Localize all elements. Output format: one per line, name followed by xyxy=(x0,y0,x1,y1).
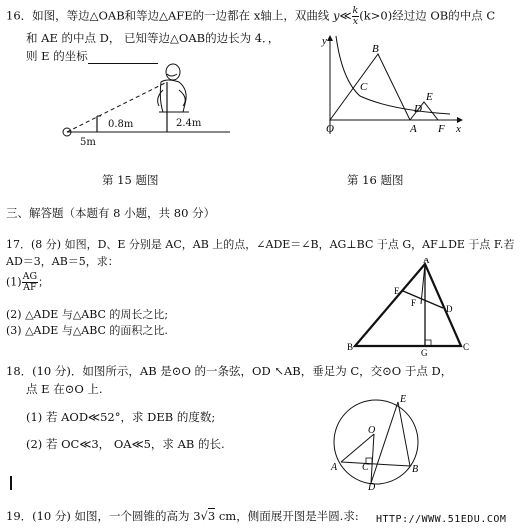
fig18-label-o: O xyxy=(368,425,376,436)
fig17-label-b: B xyxy=(347,342,354,352)
fig15-statue xyxy=(158,64,189,112)
q16-line3-text: 则 E 的坐标 xyxy=(26,49,88,63)
fig18-chord-ab xyxy=(341,462,410,466)
q16-line1 xyxy=(6,6,495,27)
fig16-label-x: x xyxy=(456,123,461,135)
q19-line1 xyxy=(6,508,359,524)
fig16-hyperbola xyxy=(336,36,450,114)
fig18-label-c: C xyxy=(362,462,369,473)
fig18-segment-de xyxy=(371,402,398,483)
q19-line1-post: cm，侧面展开图是半圆.求: xyxy=(215,509,359,523)
fig17-label-f: F xyxy=(411,298,417,308)
figure-18 xyxy=(326,390,426,490)
fig17-label-e: E xyxy=(394,286,400,296)
fig16-label-e: E xyxy=(426,91,433,103)
q17-item2: (2) △ADE 与△ABC 的周长之比; xyxy=(6,308,169,321)
fig18-label-d: D xyxy=(368,482,376,490)
q18-item1: (1) 若 AOD≪52°，求 DEB 的度数; xyxy=(26,410,216,424)
q19-sqrt-value: 3 xyxy=(207,509,216,523)
sqrt-symbol: √ xyxy=(200,509,208,523)
q17-line1: 17．(8 分) 如图，D、E 分别是 AC，AB 上的点，∠ADE＝∠B，AG⊥BC 于点 G，AF⊥DE 于点 F.若 xyxy=(6,238,515,251)
q18-item2: (2) 若 OC≪3， OA≪5，求 AB 的长. xyxy=(26,437,225,451)
q16-formula-y: y xyxy=(332,8,340,23)
q17-item1-den: AF xyxy=(23,282,37,293)
q16-formula-x: x xyxy=(352,16,359,27)
q18-line2: 点 E 在⊙O 上. xyxy=(26,382,103,396)
q16-line2: 和 AE 的中点 D， 已知等边△OAB的边长为 4．， xyxy=(26,31,280,45)
fig17-label-g: G xyxy=(421,348,428,358)
q17-item1-post: ； xyxy=(38,275,50,289)
q17-item1-num: AG xyxy=(22,271,38,282)
q16-formula-cond: (k>0)经过边 OB的中点 C xyxy=(359,8,496,23)
fig17-label-d: D xyxy=(446,304,453,314)
fig18-label-b: B xyxy=(412,464,419,475)
q17-line2: AD＝3，AB＝5，求： xyxy=(6,255,119,268)
fig16-label-b: B xyxy=(372,43,379,55)
fig18-label-a: A xyxy=(331,462,338,473)
q17-item3: (3) △ADE 与△ABC 的面积之比. xyxy=(6,324,168,337)
fig15-label-5m: 5m xyxy=(80,137,96,148)
fig16-label-y: y xyxy=(322,35,327,47)
q16-line1-text: 16．如图，等边△OAB和等边△AFE的一边都在 x轴上，双曲线 xyxy=(6,8,330,23)
q17-item1-fraction xyxy=(22,272,38,293)
fig18-label-e: E xyxy=(400,394,407,405)
fig17-label-c: C xyxy=(463,342,470,352)
q17-item1 xyxy=(6,272,49,293)
watermark: HTTP://WWW.51EDU.COM xyxy=(376,514,507,525)
fig16-label-c: C xyxy=(360,81,368,93)
fig18-segment-eb xyxy=(398,402,410,466)
fig16-label-a: A xyxy=(410,123,417,135)
figure-17 xyxy=(345,258,470,358)
fig16-label-f: F xyxy=(438,123,445,135)
fig15-label-08m: 0.8m xyxy=(108,119,134,130)
figure-16 xyxy=(300,30,470,140)
q16-formula-rel: ≪ xyxy=(339,8,352,23)
q17-item1-label: (1) xyxy=(6,275,22,289)
fig16-label-o: O xyxy=(326,123,334,135)
section3-heading: 三、解答题（本题有 8 小题，共 80 分） xyxy=(6,206,216,220)
q18-line1: 18．(10 分)．如图所示，AB 是⊙O 的一条弦，OD ↖AB，垂足为 C，交⊙O 于点 D， xyxy=(6,364,453,378)
fig17-label-a: A xyxy=(423,258,430,265)
fig15-label-24m: 2.4m xyxy=(176,118,202,129)
fig16-caption: 第 16 题图 xyxy=(347,173,404,187)
fig16-label-d: D xyxy=(414,103,422,115)
text-cursor xyxy=(10,476,12,490)
fig15-caption: 第 15 题图 xyxy=(102,173,159,187)
q16-formula-k: k xyxy=(352,5,359,16)
q19-line1-text: 19．(10 分) 如图，一个圆锥的高为 3 xyxy=(6,509,201,523)
